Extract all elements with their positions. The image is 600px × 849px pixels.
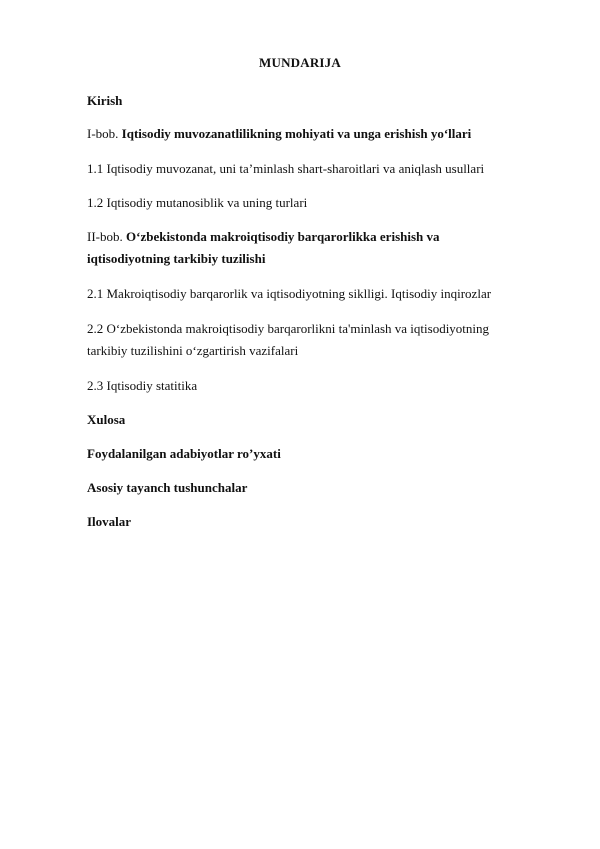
toc-entry-xulosa: Xulosa bbox=[87, 412, 126, 427]
toc-entry-kirish: Kirish bbox=[87, 93, 123, 108]
toc-entry-chapter-2 bbox=[87, 229, 440, 245]
chapter-1-title: Iqtisodiy muvozanatlilikning mohiyati va unga erishish yo‘llari bbox=[121, 126, 472, 141]
toc-entry-1-2: 1.2 Iqtisodiy mutanosiblik va uning turlari bbox=[87, 195, 308, 210]
chapter-2-title-line2: iqtisodiyotning tarkibiy tuzilishi bbox=[87, 251, 266, 266]
toc-entry-2-3: 2.3 Iqtisodiy statitika bbox=[87, 378, 198, 393]
toc-entry-tushunchalar: Asosiy tayanch tushunchalar bbox=[87, 480, 248, 495]
toc-entry-2-1: 2.1 Makroiqtisodiy barqarorlik va iqtisodiyotning siklligi. Iqtisodiy inqirozlar bbox=[87, 286, 492, 301]
toc-entry-adabiyotlar: Foydalanilgan adabiyotlar ro’yxati bbox=[87, 446, 281, 461]
toc-entry-2-2-line2: tarkibiy tuzilishini o‘zgartirish vazifalari bbox=[87, 343, 299, 358]
chapter-2-title-line1: O‘zbekistonda makroiqtisodiy barqarorlikka erishish va bbox=[126, 229, 440, 244]
toc-entry-1-1: 1.1 Iqtisodiy muvozanat, uni ta’minlash shart-sharoitlari va aniqlash usullari bbox=[87, 161, 485, 176]
toc-entry-chapter-1 bbox=[87, 126, 471, 142]
chapter-2-prefix: II-bob. bbox=[87, 229, 123, 244]
toc-entry-ilovalar: Ilovalar bbox=[87, 514, 132, 529]
chapter-1-prefix: I-bob. bbox=[87, 126, 119, 141]
toc-entry-2-2-line1: 2.2 O‘zbekistonda makroiqtisodiy barqarorlikni ta'minlash va iqtisodiyotning bbox=[87, 321, 490, 336]
page-title: MUNDARIJA bbox=[259, 55, 341, 70]
